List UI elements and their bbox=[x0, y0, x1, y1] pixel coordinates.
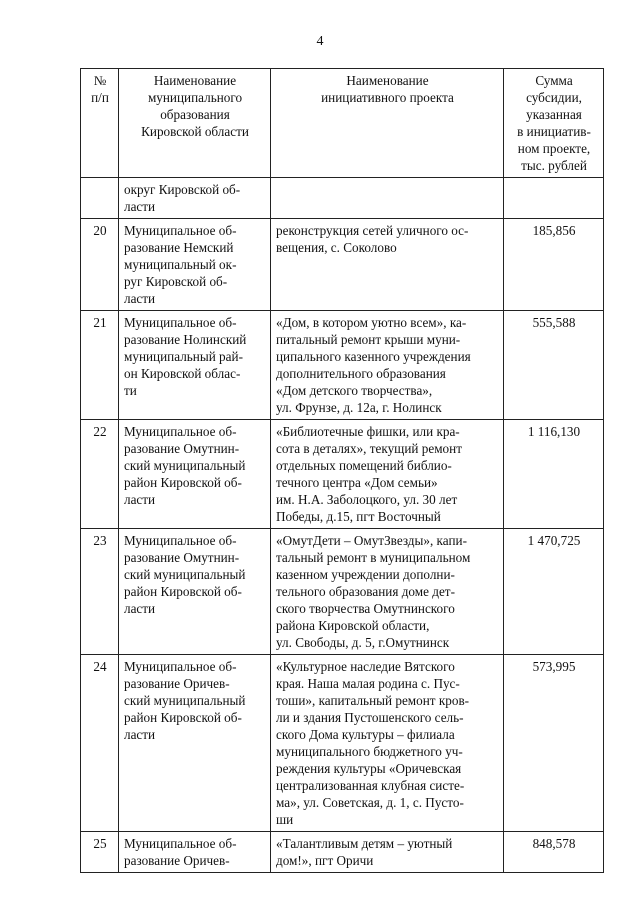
cell-amount bbox=[504, 178, 604, 219]
project-line: сота в деталях», текущий ремонт bbox=[276, 441, 462, 456]
municipality-line: разование Нолинский bbox=[124, 332, 247, 347]
municipality-line: муниципальный рай- bbox=[124, 349, 243, 364]
cell-project bbox=[271, 219, 504, 311]
project-line: района Кировской области, bbox=[276, 618, 430, 633]
municipality-line: ласти bbox=[124, 727, 156, 742]
cell-municipality: округ Кировской об- ласти bbox=[119, 178, 271, 219]
cell-project bbox=[271, 655, 504, 832]
project-line: «Дом детского творчества», bbox=[276, 383, 433, 398]
municipality-line: ласти bbox=[124, 492, 156, 507]
header-amount: Сумма субсидии, указанная в инициатив- ном проекте, тыс. рублей bbox=[504, 69, 604, 178]
project-line: «Талантливым детям – уютный bbox=[276, 836, 453, 851]
project-line: ул. Свободы, д. 5, г.Омутнинск bbox=[276, 635, 450, 650]
project-line: вещения, с. Соколово bbox=[276, 240, 397, 255]
municipality-line: разование Немский bbox=[124, 240, 234, 255]
project-line: «Библиотечные фишки, или кра- bbox=[276, 424, 460, 439]
project-line: тоши», капитальный ремонт кров- bbox=[276, 693, 470, 708]
municipality-line: район Кировской об- bbox=[124, 584, 242, 599]
cell-num: 23 bbox=[81, 529, 119, 655]
cell-project bbox=[271, 178, 504, 219]
cell-municipality bbox=[119, 311, 271, 420]
municipality-line: ласти bbox=[124, 291, 156, 306]
table-row bbox=[81, 529, 604, 655]
header-num: № п/п bbox=[81, 69, 119, 178]
municipality-line: Муниципальное об- bbox=[124, 533, 237, 548]
cell-amount: 1 470,725 bbox=[504, 529, 604, 655]
cell-municipality bbox=[119, 219, 271, 311]
project-line: муниципального бюджетного уч- bbox=[276, 744, 463, 759]
page-number: 4 bbox=[316, 34, 324, 49]
municipality-line: район Кировской об- bbox=[124, 475, 242, 490]
project-line: Победы, д.15, пгт Восточный bbox=[276, 509, 441, 524]
table-row bbox=[81, 420, 604, 529]
municipality-line: руг Кировской об- bbox=[124, 274, 228, 289]
project-line: ли и здания Пустошенского сель- bbox=[276, 710, 464, 725]
cell-num: 25 bbox=[81, 832, 119, 873]
project-line: ул. Фрунзе, д. 12а, г. Нолинск bbox=[276, 400, 442, 415]
cell-amount: 555,588 bbox=[504, 311, 604, 420]
municipality-line: ти bbox=[124, 383, 137, 398]
project-line: течного центра «Дом семьи» bbox=[276, 475, 438, 490]
cell-amount: 185,856 bbox=[504, 219, 604, 311]
cell-amount: 1 116,130 bbox=[504, 420, 604, 529]
cell-num: 20 bbox=[81, 219, 119, 311]
municipality-line: ласти bbox=[124, 601, 156, 616]
project-line: ма», ул. Советская, д. 1, с. Пусто- bbox=[276, 795, 464, 810]
municipality-line: ский муниципальный bbox=[124, 693, 246, 708]
municipality-line: разование Омутнин- bbox=[124, 441, 240, 456]
project-line: «ОмутДети – ОмутЗвезды», капи- bbox=[276, 533, 467, 548]
cell-project bbox=[271, 311, 504, 420]
cell-project bbox=[271, 832, 504, 873]
cell-municipality bbox=[119, 529, 271, 655]
project-line: реждения культуры «Оричевская bbox=[276, 761, 462, 776]
cell-num: 22 bbox=[81, 420, 119, 529]
municipality-line: район Кировской об- bbox=[124, 710, 242, 725]
cell-project bbox=[271, 529, 504, 655]
cell-amount: 848,578 bbox=[504, 832, 604, 873]
municipality-line: он Кировской облас- bbox=[124, 366, 241, 381]
municipality-line: Муниципальное об- bbox=[124, 223, 237, 238]
table-header-row bbox=[81, 69, 604, 178]
municipality-line: Муниципальное об- bbox=[124, 424, 237, 439]
municipality-line: ский муниципальный bbox=[124, 567, 246, 582]
municipality-line: ский муниципальный bbox=[124, 458, 246, 473]
project-line: ципального казенного учреждения bbox=[276, 349, 471, 364]
project-line: «Дом, в котором уютно всем», ка- bbox=[276, 315, 467, 330]
project-line: отдельных помещений библио- bbox=[276, 458, 452, 473]
cell-num: 24 bbox=[81, 655, 119, 832]
project-line: края. Наша малая родина с. Пус- bbox=[276, 676, 460, 691]
project-line: реконструкция сетей уличного ос- bbox=[276, 223, 469, 238]
cell-amount: 573,995 bbox=[504, 655, 604, 832]
municipality-line: разование Оричев- bbox=[124, 676, 230, 691]
cell-project bbox=[271, 420, 504, 529]
table-row bbox=[81, 311, 604, 420]
header-municipality: Наименование муниципального образования Кировской области bbox=[119, 69, 271, 178]
municipality-line: Муниципальное об- bbox=[124, 315, 237, 330]
municipality-line: разование Оричев- bbox=[124, 853, 230, 868]
cell-municipality bbox=[119, 420, 271, 529]
project-line: дом!», пгт Оричи bbox=[276, 853, 374, 868]
project-line: дополнительного образования bbox=[276, 366, 446, 381]
table-row bbox=[81, 655, 604, 832]
cell-num: 21 bbox=[81, 311, 119, 420]
continuation-row bbox=[81, 178, 604, 219]
project-line: ского Дома культуры – филиала bbox=[276, 727, 455, 742]
project-line: питальный ремонт крыши муни- bbox=[276, 332, 461, 347]
table-row bbox=[81, 219, 604, 311]
municipality-line: Муниципальное об- bbox=[124, 659, 237, 674]
table-row bbox=[81, 832, 604, 873]
project-line: казенном учреждении дополни- bbox=[276, 567, 455, 582]
project-line: ского творчества Омутнинского bbox=[276, 601, 455, 616]
project-line: им. Н.А. Заболоцкого, ул. 30 лет bbox=[276, 492, 458, 507]
municipality-line: Муниципальное об- bbox=[124, 836, 237, 851]
municipality-line: разование Омутнин- bbox=[124, 550, 240, 565]
cell-municipality bbox=[119, 655, 271, 832]
project-line: тальный ремонт в муниципальном bbox=[276, 550, 471, 565]
municipality-line: муниципальный ок- bbox=[124, 257, 237, 272]
header-project: Наименование инициативного проекта bbox=[271, 69, 504, 178]
cell-num bbox=[81, 178, 119, 219]
project-line: ши bbox=[276, 812, 294, 827]
project-line: тельного образования доме дет- bbox=[276, 584, 455, 599]
project-line: централизованная клубная систе- bbox=[276, 778, 465, 793]
subsidy-table bbox=[80, 68, 604, 873]
project-line: «Культурное наследие Вятского bbox=[276, 659, 455, 674]
cell-municipality bbox=[119, 832, 271, 873]
